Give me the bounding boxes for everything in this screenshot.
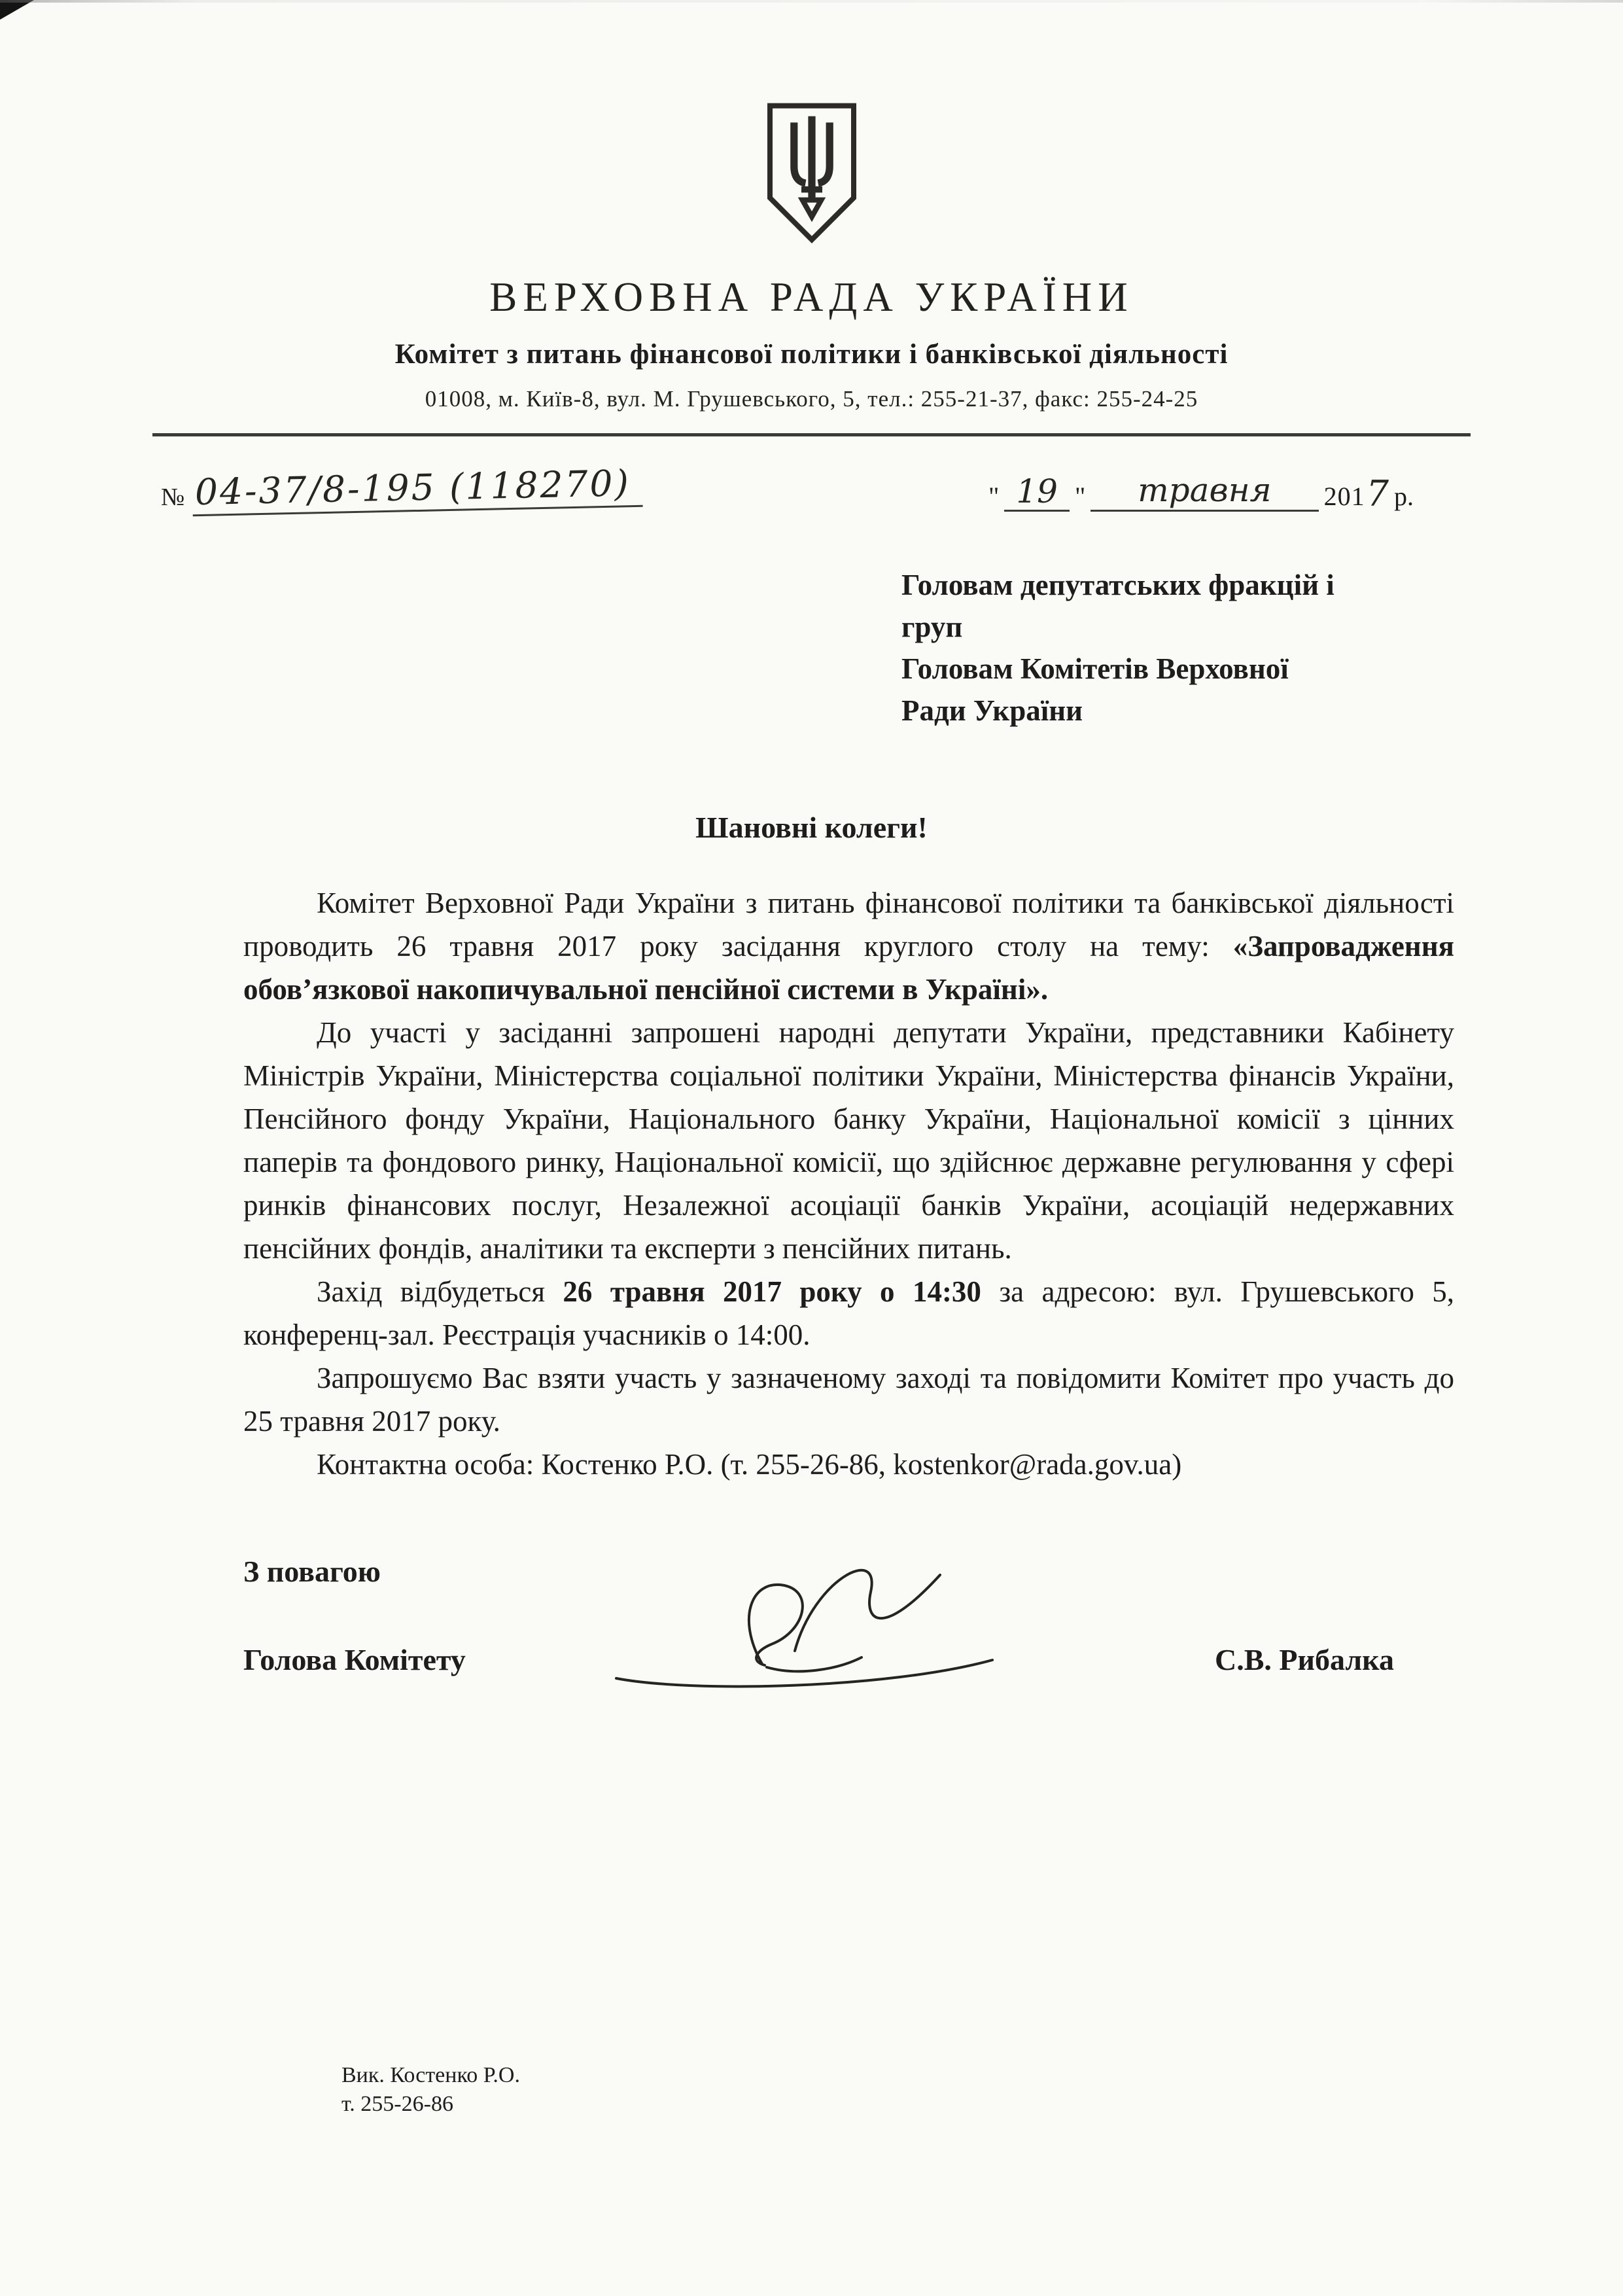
letter-date bbox=[988, 470, 1414, 514]
recipient-line: груп bbox=[901, 610, 963, 643]
text-run-bold: «Запровадження обов’язкової накопичувальної пенсійної системи в Україні». bbox=[243, 929, 1454, 1006]
body-paragraph-4: Запрошуємо Вас взяти участь у зазначеному заході та повідомити Комітет про участь до 25 травня 2017 року. bbox=[243, 1361, 1454, 1438]
date-open-quote: " bbox=[988, 481, 1000, 511]
reference-row bbox=[161, 462, 1414, 514]
executor-name: Вик. Костенко Р.О. bbox=[341, 2063, 520, 2087]
recipient-line: Ради України bbox=[901, 694, 1083, 727]
reference-number bbox=[161, 462, 642, 514]
handwritten-year-digit: 7 bbox=[1366, 472, 1389, 514]
handwritten-day: 19 bbox=[1004, 475, 1070, 512]
organization-name: ВЕРХОВНА РАДА УКРАЇНИ bbox=[489, 274, 1134, 320]
text-run: Захід відбудеться bbox=[317, 1275, 563, 1308]
number-sign: № bbox=[161, 483, 185, 511]
body-paragraph-2: До участі у засіданні запрошені народні депутати України, представники Кабінету Міністрів України, Міністерства соціальної політики України, Міністерства фінансів України, Пенсійного фонду України, Національного банку України, Національної комісії з цінних паперів та фондового ринку, Національної комісії, що здійснює державне регулювання у сфері ринків фінансових послуг, Незалежної асоціації банків України, асоціацій недержавних пенсійних фондів, аналітики та експерти з пенсійних питань. bbox=[243, 1016, 1454, 1265]
regards-line: З повагою bbox=[243, 1554, 381, 1588]
signer-name: С.В. Рибалка bbox=[1214, 1642, 1394, 1676]
scan-artifact-edge bbox=[0, 0, 1623, 3]
recipient-line: Головам Комітетів Верховної bbox=[901, 652, 1289, 685]
letterhead bbox=[0, 0, 1623, 412]
text-run-bold: 26 травня 2017 року о 14:30 bbox=[563, 1275, 981, 1308]
year-printed: 201 bbox=[1323, 481, 1365, 511]
salutation: Шановні колеги! bbox=[695, 810, 928, 844]
signature-block bbox=[243, 1554, 1454, 1677]
committee-name: Комітет з питань фінансової політики і банківської діяльності bbox=[394, 339, 1229, 370]
letter-body bbox=[243, 881, 1454, 1486]
text-run: за адресою: вул. Грушевського 5, конференц-зал. Реєстрація учасників о 14:00. bbox=[243, 1275, 1454, 1351]
body-paragraph-1 bbox=[243, 881, 1454, 1011]
recipient-block bbox=[901, 564, 1477, 732]
executor-footer bbox=[341, 2061, 520, 2119]
signature-row bbox=[243, 1642, 1454, 1677]
recipient-line: Головам депутатських фракцій і bbox=[901, 568, 1335, 601]
letterhead-divider bbox=[152, 433, 1471, 436]
body-paragraph-3 bbox=[243, 1270, 1454, 1356]
body-paragraph-5: Контактна особа: Костенко Р.О. (т. 255-26-86, kostenkor@rada.gov.ua) bbox=[317, 1447, 1182, 1481]
ukraine-coat-of-arms-icon bbox=[759, 97, 864, 249]
handwritten-reference-number: 04-37/8-195 (118270) bbox=[192, 465, 643, 516]
year-suffix: р. bbox=[1394, 481, 1414, 511]
executor-phone: т. 255-26-86 bbox=[341, 2092, 453, 2116]
date-close-quote: " bbox=[1074, 481, 1086, 511]
address-line: 01008, м. Київ-8, вул. М. Грушевського, 5, тел.: 255-21-37, факс: 255-24-25 bbox=[425, 386, 1198, 412]
text-run: Комітет Верховної Ради України з питань фінансової політики та банківської діяльності проводить 26 травня 2017 року засідання круглого столу на тему: bbox=[243, 886, 1454, 963]
signer-position: Голова Комітету bbox=[243, 1642, 466, 1676]
handwritten-month: травня bbox=[1091, 474, 1318, 512]
